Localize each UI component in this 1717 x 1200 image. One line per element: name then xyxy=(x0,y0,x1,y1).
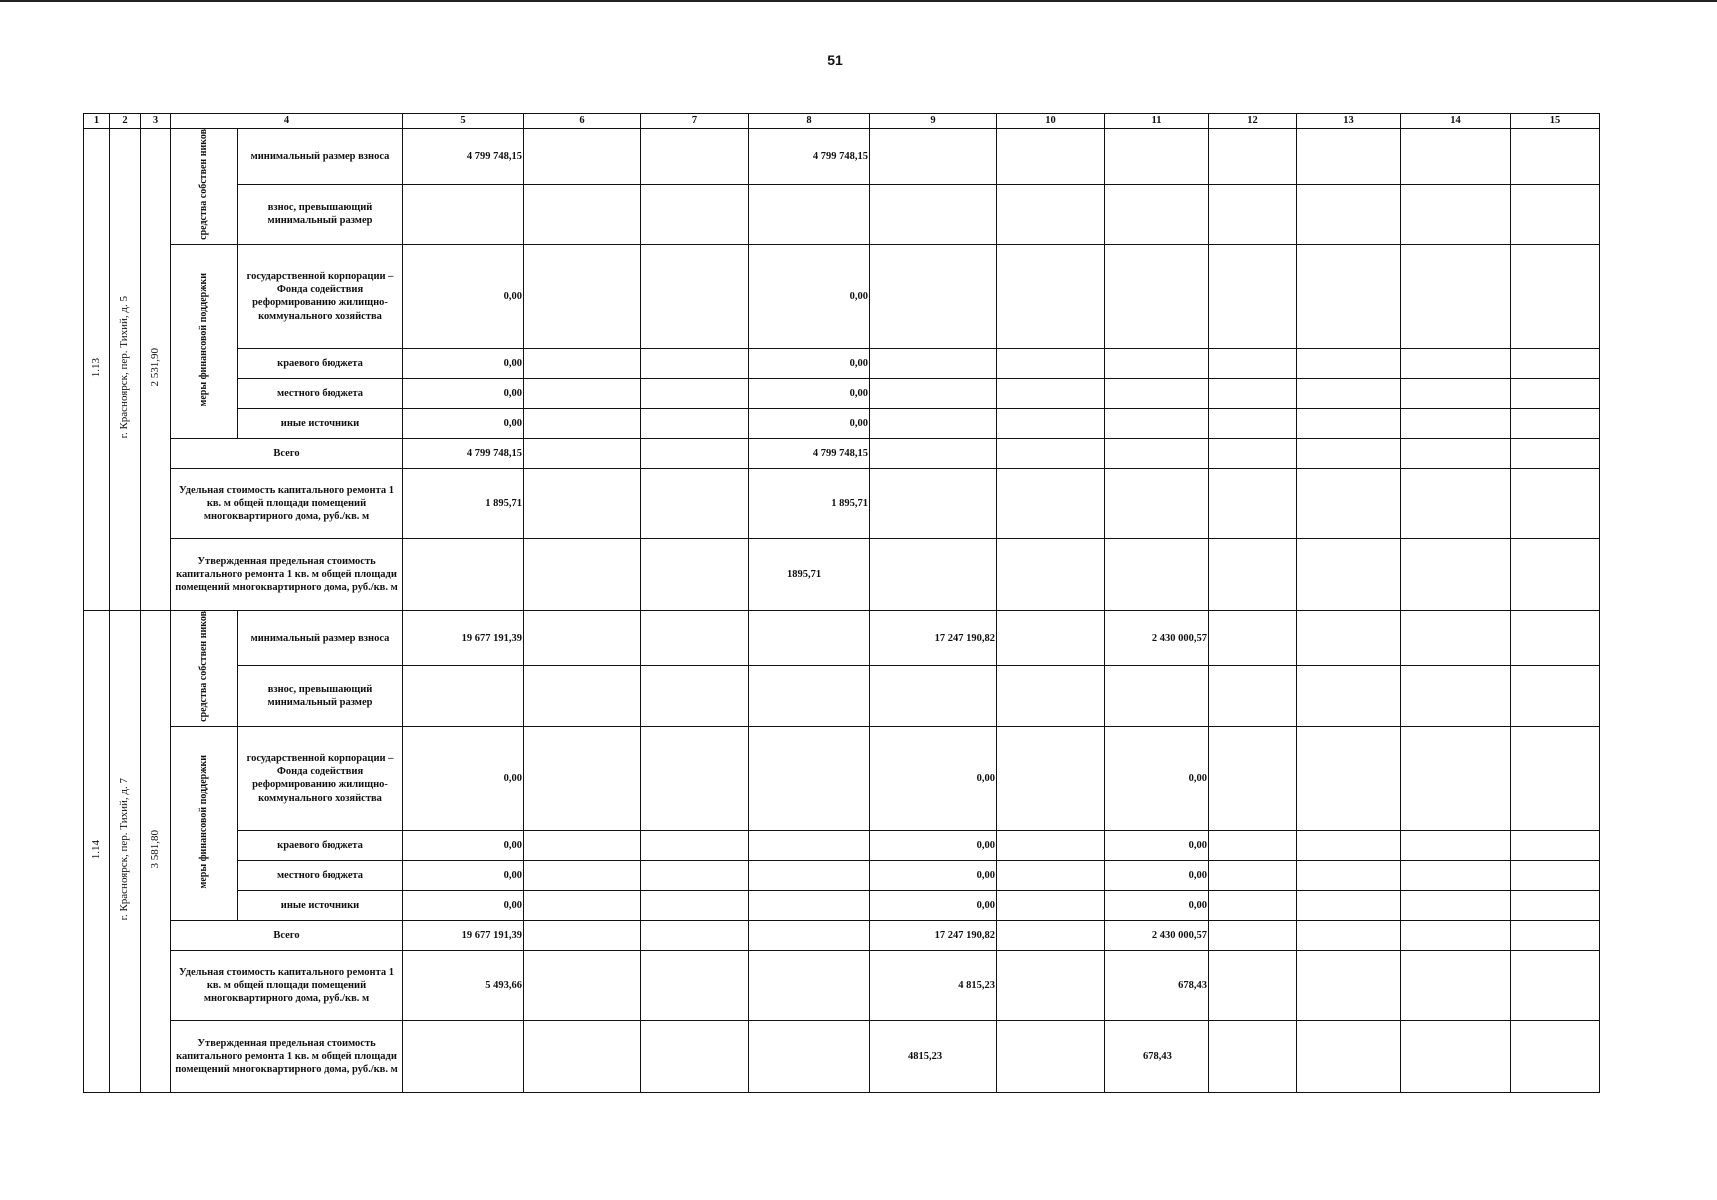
col11-value: 0,00 xyxy=(1105,890,1209,920)
data-cell xyxy=(1297,1020,1401,1092)
data-cell xyxy=(641,538,749,610)
regional-label: краевого бюджета xyxy=(238,830,403,860)
data-cell xyxy=(1511,610,1600,666)
other-label: иные источники xyxy=(238,890,403,920)
data-cell xyxy=(1297,860,1401,890)
other-label: иные источники xyxy=(238,408,403,438)
col11-value xyxy=(1105,468,1209,538)
data-cell xyxy=(524,538,641,610)
col9-value xyxy=(870,666,997,726)
data-cell xyxy=(1297,666,1401,726)
col8-value: 0,00 xyxy=(749,244,870,348)
data-cell xyxy=(1401,830,1511,860)
col5-value: 0,00 xyxy=(403,726,524,830)
data-cell xyxy=(641,378,749,408)
data-cell xyxy=(1401,438,1511,468)
col8-value xyxy=(749,726,870,830)
table-row xyxy=(84,244,1600,348)
data-cell xyxy=(1401,860,1511,890)
data-cell xyxy=(641,890,749,920)
data-cell xyxy=(1401,129,1511,185)
col8-value xyxy=(749,184,870,244)
data-cell xyxy=(641,610,749,666)
column-header: 7 xyxy=(641,114,749,129)
data-cell xyxy=(1401,348,1511,378)
data-cell xyxy=(1297,610,1401,666)
data-cell xyxy=(1511,468,1600,538)
col5-value: 0,00 xyxy=(403,860,524,890)
address-cell xyxy=(110,610,141,1092)
page-number: 51 xyxy=(827,52,843,68)
col9-value: 0,00 xyxy=(870,726,997,830)
table-row xyxy=(84,538,1600,610)
data-cell xyxy=(1209,408,1297,438)
col8-value: 0,00 xyxy=(749,408,870,438)
total-label: Всего xyxy=(171,438,403,468)
limit-cost-label: Утвержденная предельная стоимость капитального ремонта 1 кв. м общей площади помещений многоквартирного дома, руб./кв. м xyxy=(171,1020,403,1092)
table-row xyxy=(84,890,1600,920)
data-cell xyxy=(524,348,641,378)
col11-value xyxy=(1105,244,1209,348)
data-cell xyxy=(1209,538,1297,610)
data-cell xyxy=(524,1020,641,1092)
data-cell xyxy=(1511,830,1600,860)
data-cell xyxy=(1209,348,1297,378)
data-cell xyxy=(997,950,1105,1020)
data-cell xyxy=(1209,860,1297,890)
data-cell xyxy=(1401,950,1511,1020)
fund-label: государственной корпорации – Фонда содействия реформированию жилищно-коммунального хозяйства xyxy=(238,244,403,348)
table-row xyxy=(84,726,1600,830)
data-cell xyxy=(1297,538,1401,610)
col5-value: 0,00 xyxy=(403,830,524,860)
row-number-cell xyxy=(84,610,110,1092)
data-cell xyxy=(1297,438,1401,468)
col11-value xyxy=(1105,408,1209,438)
data-cell xyxy=(997,920,1105,950)
data-cell xyxy=(524,129,641,185)
data-cell xyxy=(1209,726,1297,830)
data-cell xyxy=(1511,378,1600,408)
col11-value xyxy=(1105,438,1209,468)
col11-value xyxy=(1105,129,1209,185)
data-cell xyxy=(997,129,1105,185)
data-cell xyxy=(1209,184,1297,244)
table-row xyxy=(84,129,1600,185)
col11-value xyxy=(1105,348,1209,378)
col11-value: 2 430 000,57 xyxy=(1105,610,1209,666)
data-cell xyxy=(1511,438,1600,468)
column-header: 13 xyxy=(1297,114,1401,129)
col8-value xyxy=(749,890,870,920)
data-cell xyxy=(1511,860,1600,890)
data-cell xyxy=(1209,920,1297,950)
data-cell xyxy=(641,950,749,1020)
row-number: 1.13 xyxy=(89,357,102,378)
data-cell xyxy=(524,378,641,408)
col8-value xyxy=(749,950,870,1020)
col9-value xyxy=(870,244,997,348)
column-header: 12 xyxy=(1209,114,1297,129)
col9-value: 0,00 xyxy=(870,890,997,920)
over-min-label: взнос, превышающий минимальный размер xyxy=(238,184,403,244)
col8-value xyxy=(749,666,870,726)
col5-value: 0,00 xyxy=(403,890,524,920)
unit-cost-label: Удельная стоимость капитального ремонта 1 кв. м общей площади помещений многоквартирного дома, руб./кв. м xyxy=(171,468,403,538)
row-number: 1.14 xyxy=(89,839,102,859)
data-cell xyxy=(1511,1020,1600,1092)
address-cell xyxy=(110,129,141,611)
col11-value: 0,00 xyxy=(1105,830,1209,860)
data-cell xyxy=(1297,408,1401,438)
financial-support-group xyxy=(171,244,238,438)
data-cell xyxy=(1297,830,1401,860)
data-cell xyxy=(641,666,749,726)
data-cell xyxy=(524,920,641,950)
col5-value: 0,00 xyxy=(403,348,524,378)
table-row xyxy=(84,830,1600,860)
table-row xyxy=(84,610,1600,666)
col5-value: 1 895,71 xyxy=(403,468,524,538)
col9-value xyxy=(870,348,997,378)
data-cell xyxy=(1401,184,1511,244)
column-header: 2 xyxy=(110,114,141,129)
col9-value xyxy=(870,129,997,185)
column-header: 14 xyxy=(1401,114,1511,129)
data-cell xyxy=(997,378,1105,408)
col11-value: 678,43 xyxy=(1105,950,1209,1020)
column-header: 5 xyxy=(403,114,524,129)
col5-value: 0,00 xyxy=(403,244,524,348)
data-cell xyxy=(997,244,1105,348)
column-header: 3 xyxy=(141,114,171,129)
regional-label: краевого бюджета xyxy=(238,348,403,378)
col9-value: 0,00 xyxy=(870,860,997,890)
data-cell xyxy=(524,408,641,438)
table-row xyxy=(84,920,1600,950)
financial-support-group xyxy=(171,726,238,920)
data-cell xyxy=(1297,348,1401,378)
data-cell xyxy=(1511,184,1600,244)
row-number-cell xyxy=(84,129,110,611)
data-cell xyxy=(997,468,1105,538)
data-cell xyxy=(1511,666,1600,726)
owners-funds-group xyxy=(171,129,238,245)
data-cell xyxy=(997,408,1105,438)
column-header: 8 xyxy=(749,114,870,129)
building-address: г. Красноярск, пер. Тихий, д. 7 xyxy=(118,778,131,921)
data-cell xyxy=(1401,378,1511,408)
data-cell xyxy=(641,348,749,378)
col9-value: 17 247 190,82 xyxy=(870,920,997,950)
col9-value xyxy=(870,538,997,610)
table-row xyxy=(84,1020,1600,1092)
data-cell xyxy=(1511,920,1600,950)
data-cell xyxy=(524,830,641,860)
col11-value: 0,00 xyxy=(1105,726,1209,830)
table-row xyxy=(84,468,1600,538)
col5-value: 0,00 xyxy=(403,408,524,438)
col9-value: 4 815,23 xyxy=(870,950,997,1020)
owners-funds-group xyxy=(171,610,238,726)
column-header: 4 xyxy=(171,114,403,129)
data-cell xyxy=(1511,408,1600,438)
data-cell xyxy=(641,244,749,348)
data-cell xyxy=(1401,666,1511,726)
col5-value xyxy=(403,666,524,726)
building-area: 3 581,80 xyxy=(148,830,161,869)
data-cell xyxy=(524,726,641,830)
data-cell xyxy=(997,830,1105,860)
data-cell xyxy=(1209,438,1297,468)
area-cell xyxy=(141,129,171,611)
data-cell xyxy=(641,129,749,185)
table-row xyxy=(84,950,1600,1020)
data-cell xyxy=(997,184,1105,244)
data-cell xyxy=(997,438,1105,468)
col5-value: 4 799 748,15 xyxy=(403,438,524,468)
col5-value: 19 677 191,39 xyxy=(403,920,524,950)
column-header: 6 xyxy=(524,114,641,129)
min-fee-label: минимальный размер взноса xyxy=(238,129,403,185)
owners-funds-label: средства собствен ников xyxy=(198,129,210,240)
column-header: 10 xyxy=(997,114,1105,129)
data-cell xyxy=(1401,244,1511,348)
col9-value xyxy=(870,378,997,408)
col11-value xyxy=(1105,378,1209,408)
data-cell xyxy=(524,860,641,890)
col8-value xyxy=(749,1020,870,1092)
data-cell xyxy=(1401,890,1511,920)
data-cell xyxy=(1401,538,1511,610)
data-cell xyxy=(1297,468,1401,538)
col11-value xyxy=(1105,538,1209,610)
data-cell xyxy=(1297,129,1401,185)
table-row xyxy=(84,408,1600,438)
table-row xyxy=(84,666,1600,726)
data-cell xyxy=(1401,468,1511,538)
data-cell xyxy=(1401,920,1511,950)
data-cell xyxy=(997,860,1105,890)
data-cell xyxy=(1297,950,1401,1020)
data-cell xyxy=(524,610,641,666)
data-cell xyxy=(1401,408,1511,438)
col8-value: 0,00 xyxy=(749,378,870,408)
data-cell xyxy=(641,920,749,950)
data-cell xyxy=(1401,1020,1511,1092)
col11-value xyxy=(1105,184,1209,244)
col5-value: 0,00 xyxy=(403,378,524,408)
data-cell xyxy=(1209,378,1297,408)
col5-value: 19 677 191,39 xyxy=(403,610,524,666)
data-cell xyxy=(1209,610,1297,666)
col9-value xyxy=(870,408,997,438)
col5-value xyxy=(403,184,524,244)
data-cell xyxy=(641,438,749,468)
data-cell xyxy=(1511,890,1600,920)
data-cell xyxy=(1209,830,1297,860)
col9-value: 0,00 xyxy=(870,830,997,860)
data-cell xyxy=(997,666,1105,726)
col9-value xyxy=(870,468,997,538)
column-header: 9 xyxy=(870,114,997,129)
data-cell xyxy=(1209,244,1297,348)
col5-value xyxy=(403,1020,524,1092)
data-cell xyxy=(997,1020,1105,1092)
data-cell xyxy=(1209,666,1297,726)
data-cell xyxy=(1511,538,1600,610)
data-cell xyxy=(1209,468,1297,538)
capital-repair-table xyxy=(83,113,1600,1093)
data-cell xyxy=(524,890,641,920)
building-area: 2 531,90 xyxy=(148,348,161,387)
col8-value: 0,00 xyxy=(749,348,870,378)
table-row xyxy=(84,860,1600,890)
col8-value: 1 895,71 xyxy=(749,468,870,538)
col8-value: 1895,71 xyxy=(749,538,870,610)
total-label: Всего xyxy=(171,920,403,950)
data-cell xyxy=(524,950,641,1020)
data-cell xyxy=(524,244,641,348)
local-label: местного бюджета xyxy=(238,378,403,408)
data-cell xyxy=(1511,129,1600,185)
data-cell xyxy=(997,538,1105,610)
col8-value xyxy=(749,920,870,950)
limit-cost-label: Утвержденная предельная стоимость капитального ремонта 1 кв. м общей площади помещений многоквартирного дома, руб./кв. м xyxy=(171,538,403,610)
min-fee-label: минимальный размер взноса xyxy=(238,610,403,666)
col8-value: 4 799 748,15 xyxy=(749,129,870,185)
col8-value: 4 799 748,15 xyxy=(749,438,870,468)
col11-value: 2 430 000,57 xyxy=(1105,920,1209,950)
column-header: 11 xyxy=(1105,114,1209,129)
data-cell xyxy=(1209,129,1297,185)
data-cell xyxy=(1511,950,1600,1020)
data-cell xyxy=(524,184,641,244)
col8-value xyxy=(749,860,870,890)
data-cell xyxy=(1209,1020,1297,1092)
data-cell xyxy=(1297,726,1401,830)
table-row xyxy=(84,438,1600,468)
data-cell xyxy=(1511,348,1600,378)
column-header: 1 xyxy=(84,114,110,129)
col8-value xyxy=(749,610,870,666)
table-row xyxy=(84,184,1600,244)
data-cell xyxy=(1209,890,1297,920)
data-cell xyxy=(641,860,749,890)
scan-top-border xyxy=(0,0,1717,2)
data-cell xyxy=(641,184,749,244)
col9-value xyxy=(870,438,997,468)
col11-value: 678,43 xyxy=(1105,1020,1209,1092)
data-cell xyxy=(997,890,1105,920)
area-cell xyxy=(141,610,171,1092)
table-row xyxy=(84,378,1600,408)
col5-value: 5 493,66 xyxy=(403,950,524,1020)
col11-value: 0,00 xyxy=(1105,860,1209,890)
col9-value: 4815,23 xyxy=(870,1020,997,1092)
data-cell xyxy=(641,726,749,830)
data-cell xyxy=(997,726,1105,830)
data-cell xyxy=(997,348,1105,378)
column-header: 15 xyxy=(1511,114,1600,129)
data-cell xyxy=(641,468,749,538)
table-row xyxy=(84,348,1600,378)
col8-value xyxy=(749,830,870,860)
col9-value: 17 247 190,82 xyxy=(870,610,997,666)
data-cell xyxy=(1297,920,1401,950)
data-cell xyxy=(1511,726,1600,830)
data-cell xyxy=(641,408,749,438)
column-number-header xyxy=(84,114,1600,129)
data-cell xyxy=(1209,950,1297,1020)
data-cell xyxy=(997,610,1105,666)
fund-label: государственной корпорации – Фонда содействия реформированию жилищно-коммунального хозяйства xyxy=(238,726,403,830)
col5-value: 4 799 748,15 xyxy=(403,129,524,185)
over-min-label: взнос, превышающий минимальный размер xyxy=(238,666,403,726)
data-cell xyxy=(641,1020,749,1092)
col11-value xyxy=(1105,666,1209,726)
unit-cost-label: Удельная стоимость капитального ремонта 1 кв. м общей площади помещений многоквартирного дома, руб./кв. м xyxy=(171,950,403,1020)
local-label: местного бюджета xyxy=(238,860,403,890)
data-cell xyxy=(524,666,641,726)
data-cell xyxy=(1511,244,1600,348)
data-cell xyxy=(524,438,641,468)
col5-value xyxy=(403,538,524,610)
financial-support-label: меры финансовой поддержки xyxy=(198,754,210,889)
data-cell xyxy=(1297,184,1401,244)
data-cell xyxy=(524,468,641,538)
building-address: г. Красноярск, пер. Тихий, д. 5 xyxy=(118,296,131,439)
data-cell xyxy=(1297,890,1401,920)
data-cell xyxy=(1297,244,1401,348)
data-cell xyxy=(1401,610,1511,666)
data-cell xyxy=(1401,726,1511,830)
data-cell xyxy=(1297,378,1401,408)
col9-value xyxy=(870,184,997,244)
data-cell xyxy=(641,830,749,860)
owners-funds-label: средства собствен ников xyxy=(198,610,210,722)
financial-support-label: меры финансовой поддержки xyxy=(198,272,210,407)
